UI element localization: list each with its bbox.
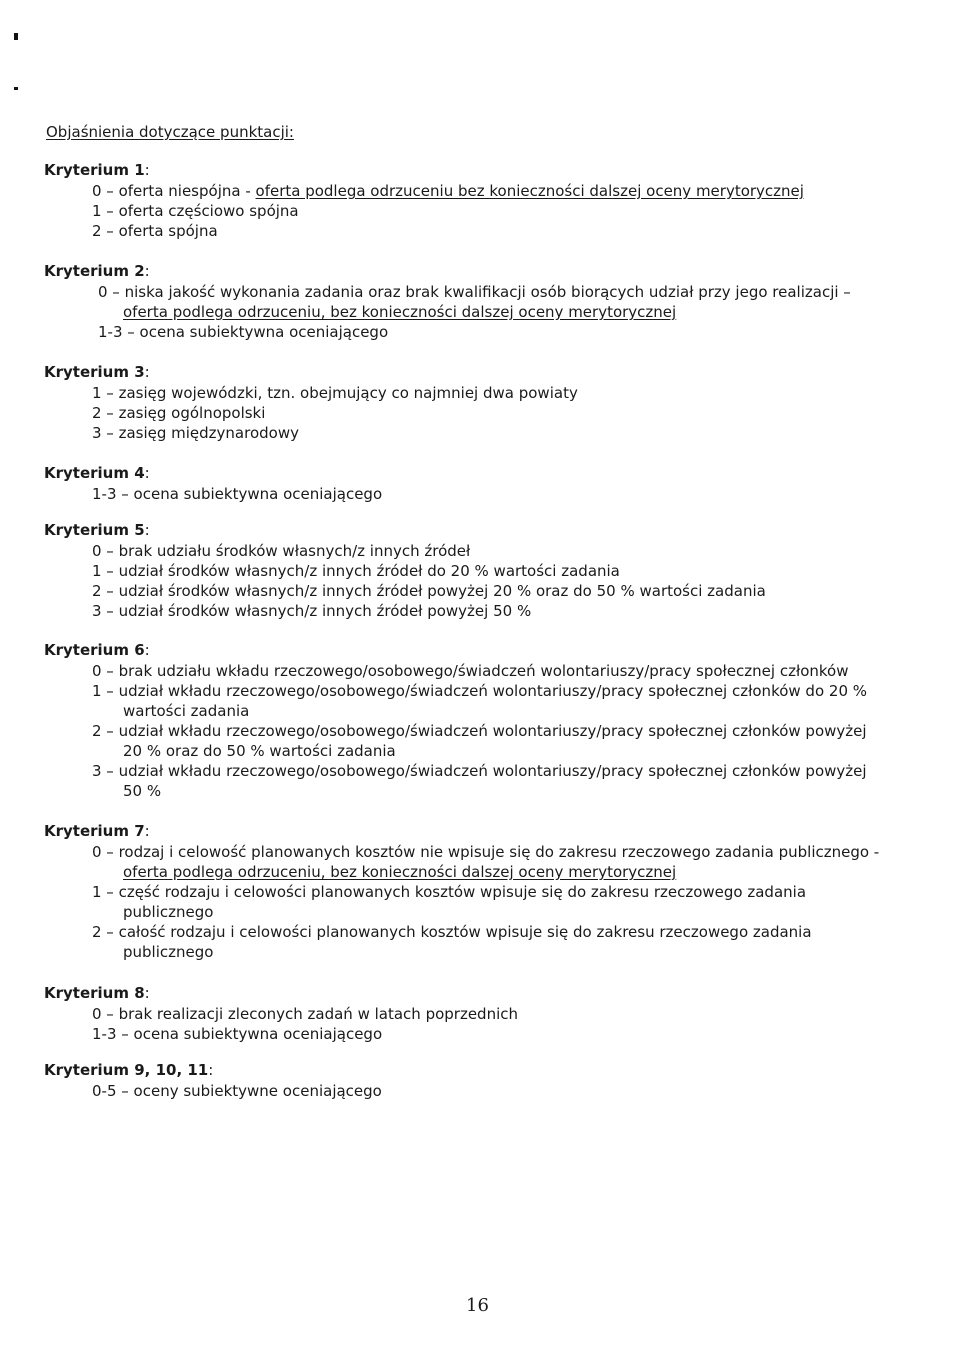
criterion-title — [44, 520, 150, 540]
item-text: 3 – udział wkładu rzeczowego/osobowego/świadczeń wolontariuszy/pracy społecznej członków powyżej — [92, 762, 867, 780]
item-text: 1 – oferta częściowo spójna — [92, 202, 299, 220]
rejection-note: oferta podlega odrzuceniu, bez konieczności dalszej oceny merytorycznej — [123, 303, 677, 321]
item-text: 0 – niska jakość wykonania zadania oraz brak kwalifikacji osób biorących udział przy jego realizacji – — [98, 283, 851, 301]
item-text: 1 – część rodzaju i celowości planowanych kosztów wpisuje się do zakresu rzeczowego zadania — [92, 883, 807, 901]
item-text: 20 % oraz do 50 % wartości zadania — [123, 742, 396, 760]
item-text: 2 – oferta spójna — [92, 222, 218, 240]
criterion-title-text: Kryterium 9, 10, 11 — [44, 1061, 209, 1079]
rejection-note: oferta podlega odrzuceniu bez konieczności dalszej oceny merytorycznej — [255, 182, 804, 200]
item-text: 1 – zasięg wojewódzki, tzn. obejmujący co najmniej dwa powiaty — [92, 384, 578, 402]
criterion-item-line — [92, 842, 879, 862]
criterion-item-line — [92, 541, 470, 561]
item-text: 2 – zasięg ogólnopolski — [92, 404, 266, 422]
criterion-item-line — [123, 302, 676, 322]
criterion-item-line — [92, 761, 867, 781]
criterion-title-colon: : — [144, 363, 150, 381]
item-text: 1-3 – ocena subiektywna oceniającego — [92, 485, 383, 503]
criterion-title-colon: : — [144, 464, 150, 482]
criterion-item-line — [92, 423, 299, 443]
item-text: 50 % — [123, 782, 162, 800]
criterion-title-colon: : — [144, 161, 150, 179]
criterion-title-text: Kryterium 3 — [44, 363, 145, 381]
item-text: 2 – całość rodzaju i celowości planowanych kosztów wpisuje się do zakresu rzeczowego zadania — [92, 923, 812, 941]
criterion-item-line — [123, 701, 249, 721]
item-text: 2 – udział wkładu rzeczowego/osobowego/świadczeń wolontariuszy/pracy społecznej członków powyżej — [92, 722, 867, 740]
criterion-title-text: Kryterium 5 — [44, 521, 145, 539]
criterion-title — [44, 983, 150, 1003]
criterion-item-line — [123, 781, 161, 801]
criterion-title-colon: : — [144, 262, 150, 280]
rejection-note: oferta podlega odrzuceniu, bez konieczności dalszej oceny merytorycznej — [123, 863, 677, 881]
criterion-item-line — [123, 862, 676, 882]
criterion-title-text: Kryterium 8 — [44, 984, 145, 1002]
criterion-item-line — [123, 741, 396, 761]
criterion-title-colon: : — [144, 822, 150, 840]
item-text: 3 – udział środków własnych/z innych źródeł powyżej 50 % — [92, 602, 532, 620]
criterion-item-line — [92, 922, 812, 942]
item-text: 0 – oferta niespójna - — [92, 182, 256, 200]
criterion-title — [44, 160, 150, 180]
item-text: wartości zadania — [123, 702, 250, 720]
criterion-item-line — [92, 721, 867, 741]
criterion-title-text: Kryterium 7 — [44, 822, 145, 840]
criterion-item-line — [92, 403, 265, 423]
item-text: 1-3 – ocena subiektywna oceniającego — [98, 323, 389, 341]
criterion-item-line — [92, 1004, 518, 1024]
criterion-title-text: Kryterium 1 — [44, 161, 145, 179]
item-text: publicznego — [123, 943, 214, 961]
criterion-title-text: Kryterium 6 — [44, 641, 145, 659]
item-text: 1 – udział środków własnych/z innych źródeł do 20 % wartości zadania — [92, 562, 620, 580]
item-text: 0 – brak udziału wkładu rzeczowego/osobowego/świadczeń wolontariuszy/pracy społecznej członków — [92, 662, 849, 680]
criterion-item-line — [123, 942, 213, 962]
criterion-title-colon: : — [144, 521, 150, 539]
criterion-item-line — [92, 601, 531, 621]
criterion-title — [44, 640, 150, 660]
scan-artifact-small — [14, 87, 18, 90]
criterion-item-line — [92, 561, 620, 581]
criterion-title — [44, 261, 150, 281]
criterion-title-text: Kryterium 4 — [44, 464, 145, 482]
scan-artifact-top — [14, 33, 18, 40]
criterion-item-line — [98, 282, 851, 302]
criterion-title — [44, 362, 150, 382]
criterion-item-line — [92, 581, 766, 601]
criterion-title-colon: : — [144, 984, 150, 1002]
item-text: 0 – brak realizacji zleconych zadań w latach poprzednich — [92, 1005, 519, 1023]
criterion-item-line — [123, 902, 213, 922]
criterion-item-line — [92, 882, 806, 902]
item-text: 1 – udział wkładu rzeczowego/osobowego/świadczeń wolontariuszy/pracy społecznej członków do 20 % — [92, 682, 868, 700]
item-text: 0-5 – oceny subiektywne oceniającego — [92, 1082, 382, 1100]
criterion-title-text: Kryterium 2 — [44, 262, 145, 280]
item-text: 0 – brak udziału środków własnych/z innych źródeł — [92, 542, 471, 560]
criterion-item-line — [92, 221, 218, 241]
criterion-item-line — [92, 1081, 382, 1101]
criterion-title-colon: : — [208, 1061, 214, 1079]
criterion-title — [44, 463, 150, 483]
criterion-item-line — [92, 661, 849, 681]
item-text: 3 – zasięg międzynarodowy — [92, 424, 299, 442]
page-number: 16 — [466, 1295, 489, 1316]
criterion-item-line — [92, 383, 578, 403]
criterion-title — [44, 1060, 213, 1080]
criterion-item-line — [92, 484, 382, 504]
item-text: 2 – udział środków własnych/z innych źródeł powyżej 20 % oraz do 50 % wartości zadania — [92, 582, 766, 600]
criterion-item-line — [92, 201, 299, 221]
criterion-item-line — [92, 681, 867, 701]
section-heading: Objaśnienia dotyczące punktacji: — [46, 123, 294, 141]
item-text: 0 – rodzaj i celowość planowanych kosztów nie wpisuje się do zakresu rzeczowego zadania publicznego - — [92, 843, 880, 861]
criterion-title — [44, 821, 150, 841]
item-text: 1-3 – ocena subiektywna oceniającego — [92, 1025, 383, 1043]
criterion-item-line — [98, 322, 388, 342]
criterion-title-colon: : — [144, 641, 150, 659]
criterion-item-line — [92, 181, 804, 201]
item-text: publicznego — [123, 903, 214, 921]
criterion-item-line — [92, 1024, 382, 1044]
